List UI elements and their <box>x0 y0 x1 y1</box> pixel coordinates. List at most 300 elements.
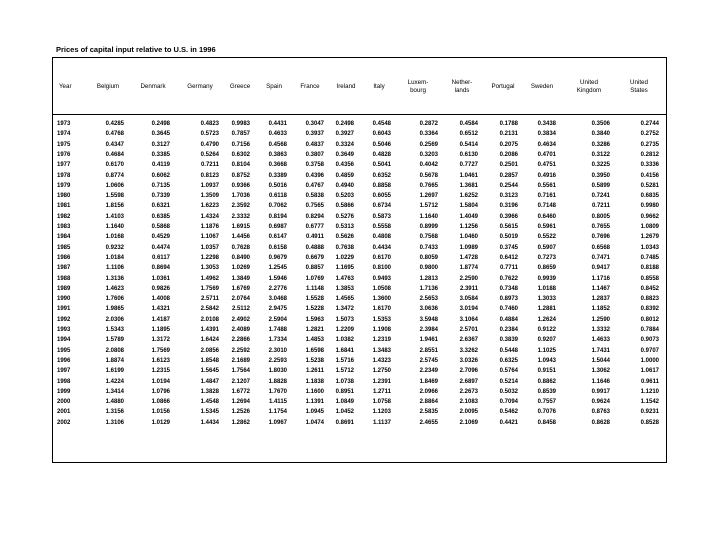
row-year: 1976 <box>57 151 71 158</box>
table-cell: 1.3849 <box>231 275 250 282</box>
table-cell: 0.5678 <box>419 172 438 179</box>
table-cell: 2.2776 <box>268 285 287 292</box>
table-cell: 0.3385 <box>151 151 170 158</box>
table-cell: 1.1908 <box>372 327 391 333</box>
table-cell: 0.4768 <box>105 131 124 138</box>
table-cell: 0.5019 <box>499 234 518 241</box>
table-row <box>53 407 666 417</box>
table-cell: 1.6424 <box>200 337 219 344</box>
table-cell: 0.9417 <box>591 265 610 272</box>
table-row <box>53 397 666 407</box>
table-cell: 1.5238 <box>305 357 324 364</box>
table-cell: 0.6302 <box>231 151 250 158</box>
row-year: 2002 <box>57 419 71 426</box>
table-row <box>53 304 666 314</box>
table-cell: 2.3911 <box>459 285 478 292</box>
table-row <box>53 335 666 345</box>
table-cell: 0.5522 <box>537 234 556 241</box>
table-cell: 0.5414 <box>459 141 478 148</box>
table-cell: 0.7135 <box>151 182 170 189</box>
table-cell: 0.2498 <box>151 121 170 127</box>
table-cell: 1.7136 <box>419 285 438 292</box>
table-cell: 2.5835 <box>419 409 438 416</box>
table-cell: 0.5866 <box>335 203 354 210</box>
table-cell: 0.7857 <box>231 131 250 138</box>
table-cell: 1.5789 <box>105 337 124 344</box>
table-row <box>53 129 666 139</box>
table-cell: 2.3332 <box>231 213 250 220</box>
table-cell: 1.3053 <box>200 265 219 272</box>
table-cell: 0.5615 <box>499 224 518 230</box>
table-cell: 0.7076 <box>537 409 556 416</box>
data-table <box>52 57 667 463</box>
column-header: Belgium <box>96 82 120 90</box>
table-cell: 1.5345 <box>200 409 219 416</box>
table-cell: 0.5838 <box>305 193 324 200</box>
table-cell: 0.6170 <box>372 254 391 261</box>
table-cell: 1.5963 <box>305 316 324 323</box>
table-cell: 1.4633 <box>591 337 610 344</box>
table-cell: 1.1467 <box>591 285 610 292</box>
table-cell: 1.2813 <box>419 275 438 282</box>
table-cell: 1.3136 <box>105 275 124 282</box>
table-cell: 2.4655 <box>419 419 438 426</box>
table-cell: 1.7569 <box>200 285 219 292</box>
table-cell: 0.5873 <box>372 213 391 220</box>
table-cell: 0.9493 <box>372 275 391 282</box>
table-cell: 0.6460 <box>537 213 556 220</box>
column-header: Spain <box>266 82 282 90</box>
table-cell: 0.6352 <box>372 172 391 179</box>
table-cell: 2.4089 <box>231 327 250 333</box>
table-cell: 1.1695 <box>335 265 354 272</box>
table-cell: 1.4323 <box>372 357 391 364</box>
table-cell: 0.2857 <box>499 172 518 179</box>
table-cell: 0.7156 <box>231 141 250 148</box>
table-cell: 1.1148 <box>305 285 324 292</box>
table-cell: 2.0306 <box>105 316 124 323</box>
table-row <box>53 325 666 335</box>
table-cell: 1.0357 <box>200 244 219 251</box>
table-cell: 1.5598 <box>105 193 124 200</box>
table-cell: 0.2872 <box>419 121 438 127</box>
table-cell: 0.7094 <box>499 399 518 406</box>
table-cell: 0.4042 <box>419 162 438 169</box>
table-cell: 1.1025 <box>537 347 556 354</box>
table-cell: 0.2735 <box>640 141 659 148</box>
table-cell: 1.0229 <box>335 254 354 261</box>
table-cell: 1.0343 <box>640 244 659 251</box>
table-cell: 1.3828 <box>200 388 219 395</box>
table-cell: 0.6043 <box>372 131 391 138</box>
table-cell: 0.6062 <box>151 172 170 179</box>
table-cell: 1.2545 <box>268 265 287 272</box>
table-cell: 0.6512 <box>459 131 478 138</box>
table-cell: 0.5626 <box>335 234 354 241</box>
table-cell: 0.5899 <box>591 182 610 189</box>
table-cell: 0.4421 <box>499 419 518 426</box>
table-cell: 0.5868 <box>151 224 170 230</box>
row-year: 1991 <box>57 306 71 313</box>
table-cell: 0.7711 <box>499 265 518 272</box>
table-cell: 0.4916 <box>537 172 556 179</box>
column-header: Ireland <box>336 82 356 90</box>
table-cell: 0.4285 <box>105 121 124 127</box>
table-cell: 1.1754 <box>268 409 287 416</box>
table-cell: 2.3010 <box>268 347 287 354</box>
table-cell: 1.7670 <box>268 388 287 395</box>
table-cell: 2.5711 <box>200 296 219 303</box>
table-cell: 2.5745 <box>419 357 438 364</box>
table-cell: 2.5701 <box>459 327 478 333</box>
table-cell: 1.1203 <box>372 409 391 416</box>
table-cell: 1.4187 <box>151 316 170 323</box>
table-cell: 1.4623 <box>105 285 124 292</box>
table-cell: 0.3839 <box>499 337 518 344</box>
table-cell: 0.5214 <box>499 378 518 385</box>
table-cell: 0.4634 <box>537 141 556 148</box>
table-cell: 1.0769 <box>305 275 324 282</box>
table-cell: 1.4880 <box>105 399 124 406</box>
table-cell: 0.4701 <box>537 151 556 158</box>
table-cell: 0.3336 <box>640 162 659 169</box>
row-year: 1999 <box>57 388 71 395</box>
table-cell: 0.7273 <box>537 254 556 261</box>
table-cell: 1.2526 <box>231 409 250 416</box>
table-cell: 0.6130 <box>459 151 478 158</box>
row-year: 1981 <box>57 203 71 210</box>
table-cell: 1.6199 <box>105 368 124 375</box>
table-cell: 0.6055 <box>372 193 391 200</box>
table-cell: 0.7638 <box>335 244 354 251</box>
table-cell: 0.4767 <box>305 182 324 189</box>
table-cell: 1.0269 <box>231 265 250 272</box>
row-year: 1992 <box>57 316 71 323</box>
column-header: Year <box>59 82 72 90</box>
table-cell: 1.2590 <box>591 316 610 323</box>
table-cell: 1.0461 <box>459 172 478 179</box>
row-year: 1980 <box>57 193 71 200</box>
table-cell: 1.0796 <box>151 388 170 395</box>
column-header: Nether- lands <box>451 78 473 94</box>
table-cell: 2.5842 <box>200 306 219 313</box>
table-cell: 2.0808 <box>105 347 124 354</box>
table-cell: 0.7485 <box>640 254 659 261</box>
table-cell: 0.4888 <box>305 244 324 251</box>
table-cell: 0.6679 <box>305 254 324 261</box>
row-year: 1973 <box>57 121 71 127</box>
table-cell: 2.2673 <box>459 388 478 395</box>
table-cell: 1.6915 <box>231 224 250 230</box>
table-cell: 0.7348 <box>499 285 518 292</box>
table-cell: 1.0129 <box>151 419 170 426</box>
table-cell: 0.6117 <box>151 254 170 261</box>
table-cell: 0.8628 <box>591 419 610 426</box>
table-cell: 0.9826 <box>151 285 170 292</box>
table-cell: 0.9939 <box>537 275 556 282</box>
table-cell: 0.2384 <box>499 327 518 333</box>
table-cell: 1.3172 <box>151 337 170 344</box>
table-cell: 2.9475 <box>268 306 287 313</box>
table-cell: 0.3438 <box>537 121 556 127</box>
table-cell: 1.0866 <box>151 399 170 406</box>
table-cell: 0.5723 <box>200 131 219 138</box>
table-cell: 1.1391 <box>305 399 324 406</box>
table-cell: 0.8059 <box>419 254 438 261</box>
table-cell: 2.3984 <box>419 327 438 333</box>
table-cell: 1.7036 <box>231 193 250 200</box>
table-cell: 0.6325 <box>499 357 518 364</box>
table-cell: 1.0945 <box>305 409 324 416</box>
table-cell: 1.4456 <box>231 234 250 241</box>
table-cell: 1.2319 <box>372 337 391 344</box>
row-year: 1978 <box>57 172 71 179</box>
table-cell: 1.1600 <box>305 388 324 395</box>
table-cell: 0.9624 <box>591 399 610 406</box>
table-cell: 3.0326 <box>459 357 478 364</box>
table-cell: 1.8774 <box>459 265 478 272</box>
column-header: Luxem- bourg <box>407 78 429 94</box>
table-cell: 0.4790 <box>200 141 219 148</box>
table-cell: 1.1542 <box>640 399 659 406</box>
table-row <box>53 243 666 253</box>
table-cell: 0.7148 <box>537 203 556 210</box>
table-row <box>53 315 666 325</box>
table-cell: 1.3062 <box>591 368 610 375</box>
table-cell: 0.4823 <box>200 121 219 127</box>
table-cell: 1.2391 <box>372 378 391 385</box>
table-cell: 0.5462 <box>499 409 518 416</box>
table-cell: 3.0636 <box>419 306 438 313</box>
table-cell: 1.0460 <box>459 234 478 241</box>
table-cell: 0.4347 <box>105 141 124 148</box>
table-cell: 0.6777 <box>305 224 324 230</box>
table-cell: 1.1137 <box>372 419 391 426</box>
table-row <box>53 201 666 211</box>
table-cell: 0.3863 <box>268 151 287 158</box>
table-cell: 2.2866 <box>231 337 250 344</box>
table-cell: 1.3106 <box>105 419 124 426</box>
table-cell: 0.4568 <box>268 141 287 148</box>
table-cell: 1.2862 <box>231 419 250 426</box>
table-cell: 0.3225 <box>591 162 610 169</box>
table-cell: 0.7696 <box>591 234 610 241</box>
table-cell: 1.4391 <box>200 327 219 333</box>
table-cell: 0.4633 <box>268 131 287 138</box>
table-cell: 1.5353 <box>372 316 391 323</box>
row-year: 1982 <box>57 213 71 220</box>
table-cell: 1.4324 <box>200 213 219 220</box>
table-row <box>53 263 666 273</box>
table-cell: 0.8100 <box>372 265 391 272</box>
table-cell: 0.4751 <box>537 162 556 169</box>
table-cell: 1.3600 <box>372 296 391 303</box>
table-cell: 1.0937 <box>200 182 219 189</box>
table-cell: 0.8528 <box>640 419 659 426</box>
table-cell: 0.4434 <box>372 244 391 251</box>
table-cell: 1.2298 <box>200 254 219 261</box>
table-cell: 0.7727 <box>459 162 478 169</box>
table-cell: 1.5712 <box>419 203 438 210</box>
table-cell: 1.0809 <box>640 224 659 230</box>
table-cell: 1.1640 <box>105 224 124 230</box>
table-row <box>53 171 666 181</box>
table-cell: 1.0606 <box>105 182 124 189</box>
table-cell: 0.4684 <box>105 151 124 158</box>
table-cell: 0.9662 <box>640 213 659 220</box>
table-cell: 1.3681 <box>459 182 478 189</box>
table-cell: 1.3156 <box>105 409 124 416</box>
table-cell: 0.3950 <box>591 172 610 179</box>
table-cell: 0.3745 <box>499 244 518 251</box>
row-year: 1987 <box>57 265 71 272</box>
table-cell: 1.7569 <box>151 347 170 354</box>
table-cell: 0.4911 <box>305 234 324 241</box>
table-row <box>53 356 666 366</box>
table-cell: 3.0584 <box>459 296 478 303</box>
table-cell: 0.8558 <box>640 275 659 282</box>
table-cell: 1.5228 <box>305 306 324 313</box>
column-header: Greece <box>229 82 251 90</box>
table-cell: 1.2624 <box>537 316 556 323</box>
table-cell: 0.3203 <box>419 151 438 158</box>
table-cell: 2.1207 <box>231 378 250 385</box>
table-cell: 0.1788 <box>499 121 518 127</box>
table-cell: 1.3414 <box>105 388 124 395</box>
table-cell: 1.8874 <box>105 357 124 364</box>
table-cell: 0.3122 <box>591 151 610 158</box>
table-cell: 1.6170 <box>372 306 391 313</box>
table-cell: 1.0508 <box>372 285 391 292</box>
row-year: 1989 <box>57 285 71 292</box>
table-cell: 0.6568 <box>591 244 610 251</box>
table-cell: 0.7460 <box>499 306 518 313</box>
table-cell: 0.3506 <box>591 121 610 127</box>
table-cell: 1.2315 <box>151 368 170 375</box>
table-cell: 3.1064 <box>459 316 478 323</box>
column-header: Germany <box>187 82 213 90</box>
table-cell: 1.5044 <box>591 357 610 364</box>
table-cell: 1.0184 <box>105 254 124 261</box>
table-cell: 2.2590 <box>459 275 478 282</box>
table-cell: 0.8294 <box>305 213 324 220</box>
table-cell: 1.3472 <box>335 306 354 313</box>
table-cell: 0.8763 <box>591 409 610 416</box>
table-cell: 1.1106 <box>105 265 124 272</box>
table-cell: 0.3834 <box>537 131 556 138</box>
table-row <box>53 160 666 170</box>
table-cell: 1.7488 <box>268 327 287 333</box>
table-cell: 1.4962 <box>200 275 219 282</box>
row-year: 1997 <box>57 368 71 375</box>
table-cell: 0.9980 <box>640 203 659 210</box>
row-year: 1988 <box>57 275 71 282</box>
table-cell: 1.1210 <box>640 388 659 395</box>
table-cell: 1.2881 <box>537 306 556 313</box>
table-cell: 2.3592 <box>231 203 250 210</box>
table-cell: 0.5203 <box>335 193 354 200</box>
table-cell: 1.8030 <box>268 368 287 375</box>
table-cell: 1.5946 <box>268 275 287 282</box>
table-cell: 1.4728 <box>459 254 478 261</box>
table-cell: 0.2086 <box>499 151 518 158</box>
table-cell: 2.7096 <box>459 368 478 375</box>
table-cell: 1.0617 <box>640 368 659 375</box>
table-cell: 0.4940 <box>335 182 354 189</box>
table-cell: 0.7241 <box>591 193 610 200</box>
table-cell: 1.1640 <box>419 213 438 220</box>
table-cell: 1.0188 <box>537 285 556 292</box>
table-cell: 0.8694 <box>151 265 170 272</box>
table-cell: 1.2679 <box>640 234 659 241</box>
table-cell: 0.5561 <box>537 182 556 189</box>
table-row <box>53 253 666 263</box>
table-cell: 0.8005 <box>591 213 610 220</box>
table-cell: 1.0758 <box>372 399 391 406</box>
table-title: Prices of capital input relative to U.S. in 1996 <box>56 45 216 54</box>
table-cell: 1.0989 <box>459 244 478 251</box>
table-row <box>53 346 666 356</box>
table-header <box>53 58 666 115</box>
table-row <box>53 191 666 201</box>
table-cell: 1.7431 <box>591 347 610 354</box>
table-cell: 2.5904 <box>268 316 287 323</box>
table-cell: 0.6170 <box>105 162 124 169</box>
column-header: United Kingdom <box>576 78 602 94</box>
table-cell: 0.8188 <box>640 265 659 272</box>
table-cell: 1.2837 <box>591 296 610 303</box>
table-cell: 0.5032 <box>499 388 518 395</box>
table-cell: 0.2131 <box>499 131 518 138</box>
table-cell: 0.9800 <box>419 265 438 272</box>
table-cell: 0.9679 <box>268 254 287 261</box>
table-cell: 1.5073 <box>335 316 354 323</box>
table-cell: 1.4847 <box>200 378 219 385</box>
column-header: United States <box>630 78 648 94</box>
table-cell: 2.0966 <box>419 388 438 395</box>
table-cell: 1.6772 <box>231 388 250 395</box>
table-cell: 2.0095 <box>459 409 478 416</box>
table-cell: 0.6734 <box>372 203 391 210</box>
table-cell: 0.2752 <box>640 131 659 138</box>
row-year: 1990 <box>57 296 71 303</box>
table-row <box>53 232 666 242</box>
table-cell: 1.4565 <box>335 296 354 303</box>
table-cell: 1.9461 <box>419 337 438 344</box>
table-cell: 1.5712 <box>335 368 354 375</box>
table-cell: 3.5948 <box>419 316 438 323</box>
table-cell: 1.8828 <box>268 378 287 385</box>
table-cell: 1.5343 <box>105 327 124 333</box>
table-cell: 0.8659 <box>537 265 556 272</box>
table-cell: 0.7622 <box>499 275 518 282</box>
row-year: 1975 <box>57 141 71 148</box>
table-cell: 0.6147 <box>268 234 287 241</box>
table-row <box>53 274 666 284</box>
table-cell: 0.3047 <box>305 121 324 127</box>
table-cell: 0.9232 <box>105 244 124 251</box>
table-cell: 1.7334 <box>268 337 287 344</box>
table-cell: 0.4474 <box>151 244 170 251</box>
table-cell: 0.7211 <box>200 162 219 169</box>
table-cell: 1.2694 <box>231 399 250 406</box>
table-cell: 0.8857 <box>305 265 324 272</box>
table-cell: 0.8823 <box>640 296 659 303</box>
table-cell: 0.8774 <box>105 172 124 179</box>
table-row <box>53 212 666 222</box>
table-cell: 0.7161 <box>537 193 556 200</box>
table-cell: 1.4224 <box>105 378 124 385</box>
